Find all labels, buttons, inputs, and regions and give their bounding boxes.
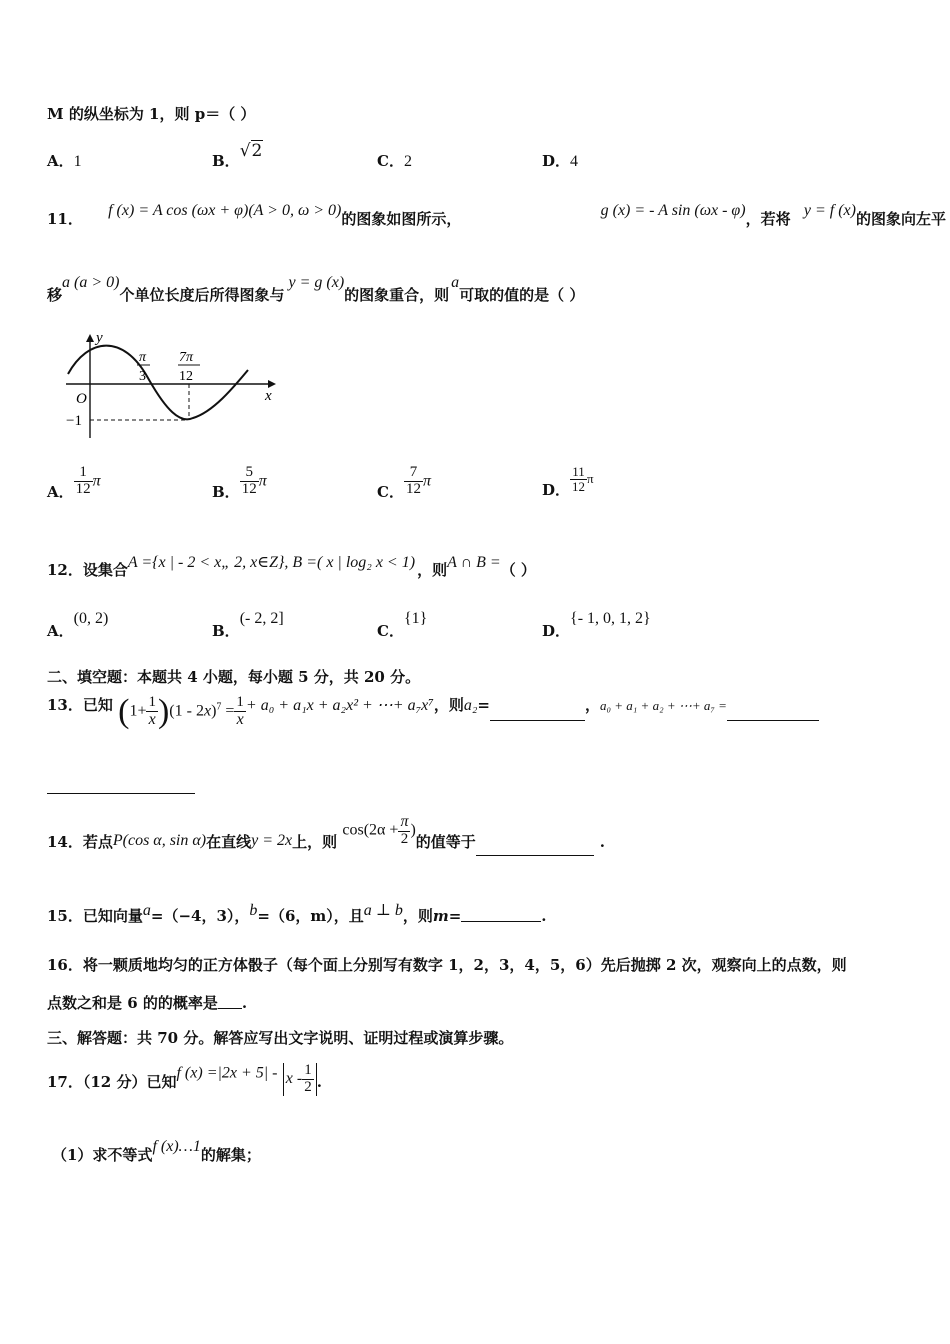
q12-option-a: A．(0, 2) (47, 610, 109, 640)
origin-label: O (76, 391, 87, 407)
question-12-stem: 12．设集合A ={x | - 2 < x„ 2, x∈Z}, B =( x | log₂ x < 1) ，则A ∩ B =（ ） (47, 554, 536, 579)
question-10-stem-tail: M 的纵坐标为 1，则 p＝（ ） (47, 105, 256, 123)
q16-answer-blank[interactable] (218, 1007, 242, 1009)
q11-cosine-graph (48, 328, 288, 443)
question-14: 14．若点P(cos α, sin α)在直线y = 2x上，则 cos(2α + $\frac{\pi}{2}$ )的值等于 . (47, 820, 605, 854)
q11-option-c: C． $\frac{7}{12}$ π (377, 464, 431, 502)
pi-over-3-bottom: 3 (139, 369, 146, 384)
q11-f-expression: f (x) = A cos (ωx + φ)(A > 0, ω > 0) (108, 202, 342, 219)
question-17-part-1: （1）求不等式f (x)…1的解集； (52, 1138, 261, 1164)
x-axis-arrow (268, 380, 276, 388)
y-axis-label: y (96, 330, 103, 346)
q13-answer-blank-continuation[interactable] (47, 792, 195, 794)
section-3-heading: 三、解答题：共 70 分。解答应写出文字说明、证明过程或演算步骤。 (47, 1029, 514, 1047)
q13-lhs-expression: (1+ $\frac{1}{x}$ )(1 - 2x)$^7$ = $\frac{1}{x}$ (118, 693, 244, 730)
seven-pi-over-12-top: 7π (179, 350, 194, 365)
neg-one-label: −1 (66, 413, 82, 429)
q14-cos-expression: cos(2α + $\frac{\pi}{2}$ ) (342, 813, 416, 847)
q11-y-expression: y = f (x) (803, 202, 856, 219)
q12-option-b: B．(- 2, 2] (212, 610, 284, 640)
q11-g-expression: g (x) = - A sin (ωx - φ) (600, 202, 746, 219)
question-17: 17．（12 分）已知f (x) =|2x + 5| - x - $\frac{1}{2}$ . (47, 1062, 322, 1095)
q10-option-d: D．4 (542, 152, 579, 170)
question-11-line1: 11． f (x) = A cos (ωx + φ)(A > 0, ω > 0)的图象如图所示， g (x) = - A sin (ωx - φ)，若将 y = f (x)的图象向左平 (47, 202, 946, 228)
q17-abs-expression: x - $\frac{1}{2}$ (283, 1063, 317, 1096)
question-16-line1: 16．将一颗质地均匀的正方体骰子（每个面上分别写有数字 1，2，3，4，5，6）先后抛掷 2 次，观察向上的点数，则 (47, 956, 847, 974)
seven-pi-over-12-bottom: 12 (179, 369, 193, 384)
q13-answer-blank-2[interactable] (727, 719, 819, 721)
q15-answer-blank[interactable] (461, 920, 541, 922)
q13-answer-blank-1[interactable] (490, 719, 585, 721)
q10-option-a: A．1 (47, 152, 82, 170)
q12-option-c: C．{1} (377, 610, 428, 640)
q11-option-b: B． $\frac{5}{12}$ π (212, 464, 267, 502)
pi-over-3-top: π (139, 350, 147, 365)
q12-option-d: D．{- 1, 0, 1, 2} (542, 610, 651, 640)
question-11-line2: 移a (a > 0)个单位长度后所得图象与y = g (x)的图象重合，则a可取的值的是（ ） (47, 274, 585, 304)
q11-option-a: A． $\frac{1}{12}$ π (47, 464, 101, 502)
x-axis-label: x (265, 388, 272, 404)
cosine-curve (68, 346, 248, 420)
question-15: 15．已知向量a=（−4，3），b=（6，m），且a ⊥ b，则m= . (47, 902, 547, 925)
y-axis-arrow (86, 334, 94, 342)
q12-set-expression: A ={x | - 2 < x„ 2, x∈Z}, B =( x | log₂ x < 1) (127, 554, 416, 571)
question-16-line2: 点数之和是 6 的的概率是 . (47, 994, 248, 1012)
q14-answer-blank[interactable] (476, 854, 594, 856)
q11-option-d: D． $\frac{11}{12}$ π (542, 464, 594, 500)
q10-option-b: B．√2 (212, 141, 263, 170)
question-13: 13．已知 (1+ $\frac{1}{x}$ )(1 - 2x)$^7$ = $\frac{1}{x}$ + a₀ + a₁x + a₂x² + ⋯+ a₇x⁷，则a₂= ，a₀ + a₁ + a₂ + ⋯+ a₇ = (47, 693, 819, 731)
q10-option-c: C．2 (377, 152, 412, 170)
section-2-heading: 二、填空题：本题共 4 小题，每小题 5 分，共 20 分。 (47, 668, 421, 686)
